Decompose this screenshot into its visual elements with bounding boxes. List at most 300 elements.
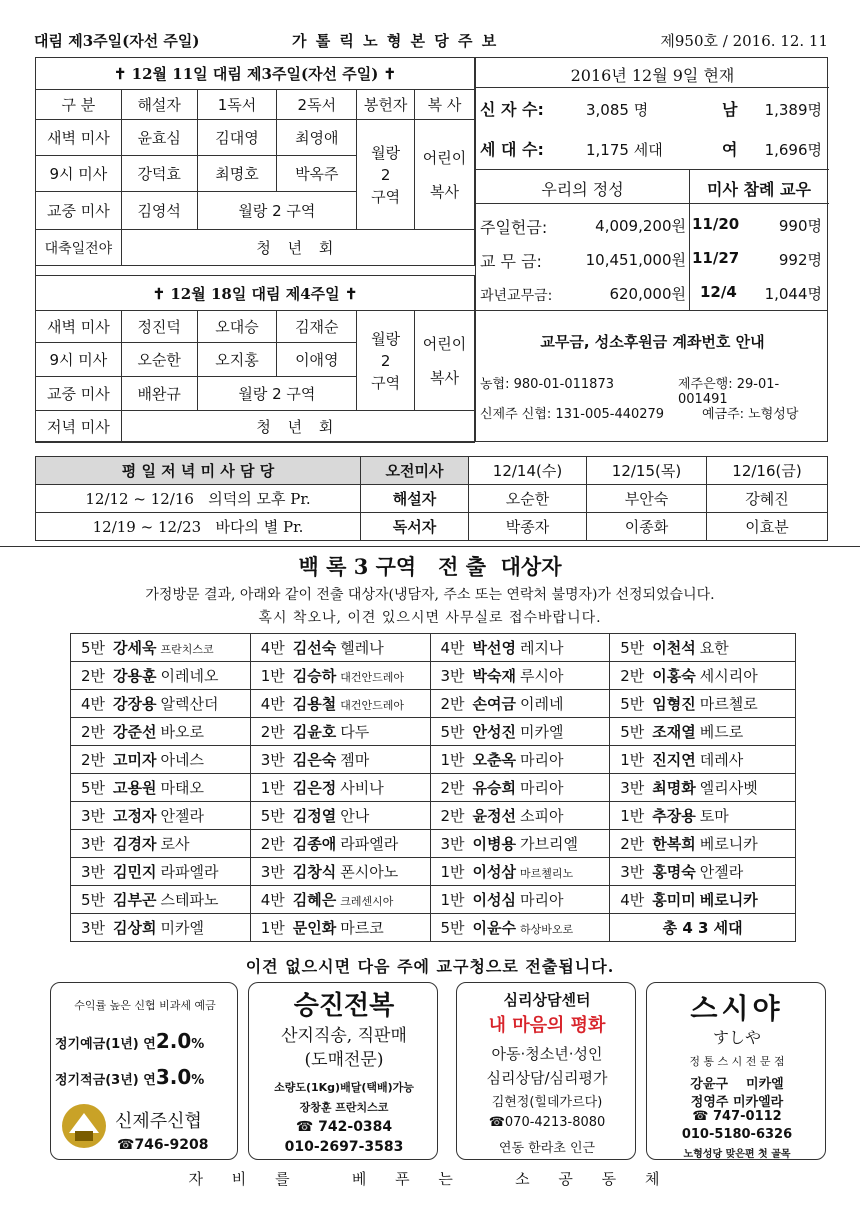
w1-offering: 월랑 2 구역 [357,120,415,230]
weekday-group: 의덕의 모후 Pr. [208,490,311,508]
ad1-label1: 정기예금(1년) 연 [55,1037,156,1052]
baptismal-name: 베로니카 [699,835,758,853]
list-item [250,690,430,718]
member-name: 김상희 [113,919,157,937]
baptismal-name: 마리아 [520,779,564,797]
block-number: 3반 [620,779,645,797]
block-number: 1반 [260,919,285,937]
block-number: 2반 [440,695,465,713]
w2-row-label: 교중 미사 [36,377,122,411]
baptismal-name: 토마 [699,807,729,825]
stats-panel [475,57,828,310]
col-reading1: 1독서 [197,90,277,120]
w2-offering: 월랑 2 구역 [357,311,415,411]
w2-cell: 오대승 [197,311,277,343]
weekday-row [36,485,361,513]
bulletin-header [30,30,830,52]
table-row [71,830,796,858]
ad1-rate1: 2.0 [155,1029,192,1053]
section-divider [0,546,860,547]
offering-value: 10,451,000원 [585,251,686,269]
baptismal-name: 헬레나 [340,639,384,657]
weekday-mass-table [35,456,828,541]
member-name: 강세욱 [113,639,157,657]
list-item [610,774,796,802]
block-number: 2반 [440,807,465,825]
baptismal-name: 대건안드레아 [340,671,405,684]
member-name: 이홍숙 [652,667,696,685]
baptismal-name: 베드로 [699,723,744,741]
baptismal-name: 사비나 [340,779,384,797]
member-name: 고정자 [113,807,157,825]
morning-name: 부안숙 [587,485,707,513]
male-label: 남 [722,100,738,119]
member-name: 진지연 [652,751,696,769]
ad4-line: 정영주 미카엘라 [690,1095,784,1110]
member-name: 김민지 [113,863,157,881]
baptismal-name: 소피아 [520,807,564,825]
baptismal-name: 아네스 [160,751,205,769]
w1-cell: 김영석 [121,192,197,230]
member-name: 박선영 [472,639,517,657]
block-number: 5반 [440,919,465,937]
female-label: 여 [722,140,738,159]
ad1-rate-line [55,1029,204,1053]
block-number: 1반 [260,779,285,797]
transfer-footer: 이견 없으시면 다음 주에 교구청으로 전출됩니다. [245,957,615,976]
member-name: 박숙재 [472,667,517,685]
week1-title: ✝ 12월 11일 대림 제3주일(자선 주일) ✝ [36,58,475,90]
block-number: 1반 [440,891,465,909]
ad2-line: (도매전문) [304,1050,384,1070]
member-name: 손여금 [472,695,517,713]
block-number: 4반 [260,695,285,713]
member-name: 강장용 [113,695,157,713]
list-item [250,718,430,746]
baptismal-name: 가브리엘 [520,835,578,853]
member-name: 문인화 [292,919,337,937]
block-number: 3반 [81,919,106,937]
baptismal-name: 이레네오 [160,667,219,685]
header-right: 제950호 / 2016. 12. 11 [660,32,828,50]
w1-cell: 청 년 회 [121,230,474,266]
ad3-line: 김현정(힐데가르다) [491,1095,603,1110]
ad1-pct2: % [191,1073,205,1088]
table-row [71,802,796,830]
member-name: 고미자 [113,751,157,769]
transfer-notice: 가정방문 결과, 아래와 같이 전출 대상자(냉담자, 주소 또는 연락처 불명자)가 선정되었습니다. [145,587,715,603]
member-name: 김승하 [292,667,337,685]
ad-credit-union [50,982,238,1160]
w2-cell: 오지홍 [197,343,277,377]
w1-cell: 최명호 [197,156,277,192]
block-number: 3반 [620,863,645,881]
block-number: 5반 [81,639,106,657]
table-row [71,718,796,746]
list-item [430,802,610,830]
block-number: 1반 [260,667,285,685]
w1-altar: 어린이 복사 [415,120,475,230]
list-item [610,886,796,914]
baptismal-name: 안나 [340,807,370,825]
block-number: 1반 [440,751,465,769]
col-category: 구 분 [36,90,122,120]
ad1-name: 신제주신협 [115,1111,202,1132]
list-item [250,662,430,690]
ad4-line: 정 통 스 시 전 문 점 [689,1055,785,1068]
ad3-line: 심리상담/심리평가 [486,1069,608,1087]
block-number: 5반 [260,807,285,825]
weekday-row [36,513,361,541]
stats-date: 2016년 12월 9일 현재 [570,66,735,85]
morning-title: 오전미사 [361,457,469,485]
member-name: 김용철 [292,695,337,713]
transfer-total: 총 4 3 세대 [610,914,796,942]
week2-title: ✝ 12월 18일 대림 제4주일 ✝ [36,276,475,311]
member-name: 강준선 [113,723,157,741]
weekday-group: 바다의 별 Pr. [215,518,304,536]
transfer-title: 백 록 3 구역 전 출 대상자 [298,554,562,579]
col-reading2: 2독서 [277,90,357,120]
baptismal-name: 미카엘 [520,723,564,741]
block-number: 2반 [260,835,285,853]
w2-row-label: 새벽 미사 [36,311,122,343]
member-name: 홍명숙 [652,863,696,881]
list-item [430,662,610,690]
block-number: 4반 [81,695,106,713]
weekday-dates: 12/12 ~ 12/16 [85,490,194,508]
member-name: 김혜은 [292,891,337,909]
attend-count: 990명 [778,217,822,235]
table-row [71,690,796,718]
list-item [430,774,610,802]
block-number: 1반 [620,807,645,825]
list-item [71,634,251,662]
ad1-pct1: % [191,1037,205,1052]
baptismal-name: 마리아 [520,751,564,769]
list-item [430,830,610,858]
ad2-line: 소량도(1Kg)배달(택배)가능 [274,1081,414,1094]
block-number: 3반 [260,863,285,881]
table-row [71,662,796,690]
block-number: 3반 [81,863,106,881]
block-number: 2반 [81,751,106,769]
ad3-line: 아동·청소년·성인 [491,1045,603,1063]
attend-count: 1,044명 [764,285,822,303]
baptismal-name: 젬마 [340,751,370,769]
account-line: 신제주 신협: 131-005-440279 [480,407,665,422]
morning-role: 독서자 [361,513,469,541]
block-number: 3반 [81,835,106,853]
account-panel [475,310,828,442]
w2-cell: 월랑 2 구역 [197,377,357,411]
ad2-phone: 010-2697-3583 [284,1139,404,1155]
block-number: 2반 [81,667,106,685]
list-item [71,690,251,718]
morning-role: 해설자 [361,485,469,513]
member-name: 윤정선 [472,807,517,825]
list-item [610,662,796,690]
baptismal-name: 안젤라 [699,863,744,881]
baptismal-name: 하상바오로 [520,923,574,936]
list-item [430,886,610,914]
block-number: 2반 [620,835,645,853]
block-number: 4반 [260,639,285,657]
table-row [71,746,796,774]
list-item [71,718,251,746]
list-item [250,634,430,662]
ad1-phone: ☎746-9208 [117,1137,209,1153]
ad3-phone: ☎070-4213-8080 [488,1115,606,1130]
members-label: 신 자 수: [480,100,544,119]
list-item [71,914,251,942]
attend-count: 992명 [778,251,822,269]
member-name: 김선숙 [292,639,337,657]
list-item [71,858,251,886]
ad2-title: 승진전복 [293,991,395,1021]
w2-row-label: 9시 미사 [36,343,122,377]
account-line: 제주은행: 29-01-001491 [678,377,780,407]
list-item [71,662,251,690]
table-row [71,914,796,942]
ad2-line: 장창훈 프란치스코 [299,1101,389,1114]
baptismal-name: 프란치스코 [160,643,214,656]
member-name: 조재열 [652,723,696,741]
block-number: 4반 [620,891,645,909]
attend-title: 미사 참례 교우 [707,180,811,199]
w1-row-label: 9시 미사 [36,156,122,192]
block-number: 2반 [81,723,106,741]
baptismal-name: 엘리사벳 [699,779,758,797]
baptismal-name: 스테파노 [160,891,219,909]
ad4-line: 노형성당 맞은편 첫 골목 [683,1149,791,1160]
ad2-line: 산지직송, 직판매 [281,1026,407,1046]
baptismal-name: 미카엘 [160,919,205,937]
member-name: 김윤호 [292,723,337,741]
member-name: 강용훈 [113,667,157,685]
ad4-sub: すしや [712,1028,761,1047]
baptismal-name: 마르첼리노 [520,867,574,880]
transfer-notice: 혹시 착오나, 이견 있으시면 사무실로 접수바랍니다. [258,610,602,626]
table-row [71,886,796,914]
list-item [250,830,430,858]
attend-date: 11/20 [692,215,740,233]
attend-date: 12/4 [700,283,737,301]
list-item [610,830,796,858]
block-number: 5반 [81,891,106,909]
list-item [610,690,796,718]
header-left: 대림 제3주일(자선 주일) [34,32,200,50]
member-name: 이성삼 [472,863,517,881]
block-number: 1반 [440,863,465,881]
member-name: 이병용 [472,835,517,853]
member-name: 김은숙 [292,751,337,769]
block-number: 2반 [440,779,465,797]
schedule-week1 [35,57,475,266]
baptismal-name: 라파엘라 [160,863,219,881]
member-name: 유승희 [472,779,517,797]
list-item [71,830,251,858]
block-number: 4반 [260,891,285,909]
baptismal-name: 라파엘라 [340,835,399,853]
baptismal-name: 안젤라 [160,807,205,825]
credit-union-logo-icon [59,1101,109,1151]
list-item [71,774,251,802]
table-row [71,774,796,802]
morning-date: 12/15(목) [587,457,707,485]
ad4-phone: ☎ 747-0112 [692,1109,782,1124]
morning-name: 강혜진 [707,485,828,513]
ad-sushi [646,982,826,1160]
block-number: 3반 [260,751,285,769]
block-number: 5반 [440,723,465,741]
w1-cell: 강덕효 [121,156,197,192]
w1-cell: 박옥주 [277,156,357,192]
block-number: 4반 [440,639,465,657]
baptismal-name: 요한 [699,639,729,657]
member-name: 김창식 [292,863,337,881]
w2-cell: 이애영 [277,343,357,377]
baptismal-name: 바오로 [160,723,205,741]
list-item [71,746,251,774]
offering-label: 주일헌금: [480,218,548,237]
ad4-line: 강윤구 미카엘 [690,1077,784,1092]
list-item [610,858,796,886]
transfer-list [70,633,796,942]
block-number: 5반 [620,639,645,657]
male-value: 1,389명 [764,101,822,119]
w2-cell: 정진덕 [121,311,197,343]
ad1-label2: 정기적금(3년) 연 [55,1073,156,1088]
block-number: 2반 [620,667,645,685]
account-line: 농협: 980-01-011873 [480,377,614,392]
female-value: 1,696명 [764,141,822,159]
member-name: 김부곤 [113,891,157,909]
list-item [250,746,430,774]
header-center: 가 톨 릭 노 형 본 당 주 보 [292,32,499,50]
offering-label: 과년교무금: [480,288,553,304]
morning-name: 이종화 [587,513,707,541]
table-row [71,634,796,662]
col-altar: 복 사 [415,90,475,120]
list-item [610,746,796,774]
morning-name: 이효분 [707,513,828,541]
w2-cell: 청 년 회 [121,411,474,443]
list-item [430,746,610,774]
w1-cell: 김대영 [197,120,277,156]
member-name: 임형진 [652,695,696,713]
list-item [430,718,610,746]
w1-row-label: 대축일전야 [36,230,122,266]
ad-abalone [248,982,438,1160]
block-number: 5반 [620,723,645,741]
baptismal-name: 마태오 [160,779,205,797]
ad1-rate2: 3.0 [155,1065,192,1089]
list-item [610,634,796,662]
w1-row-label: 새벽 미사 [36,120,122,156]
baptismal-name: 다두 [340,723,370,741]
member-name: 안성진 [472,723,517,741]
baptismal-name: 세시리아 [699,667,758,685]
households-label: 세 대 수: [480,140,544,159]
morning-name: 박종자 [469,513,587,541]
w2-cell: 오순한 [121,343,197,377]
list-item [430,690,610,718]
ad1-rate-line [55,1065,204,1089]
list-item [430,858,610,886]
member-name: 이천석 [652,639,696,657]
member-name: 오춘옥 [472,751,517,769]
w1-cell: 월랑 2 구역 [197,192,357,230]
block-number: 5반 [81,779,106,797]
list-item [250,802,430,830]
list-item [610,802,796,830]
offering-label: 교 무 금: [480,252,542,271]
baptismal-name: 베로니카 [699,891,758,909]
list-item [610,718,796,746]
ad-counseling [456,982,636,1160]
w2-row-label: 저녁 미사 [36,411,122,443]
morning-date: 12/16(금) [707,457,828,485]
offering-title: 우리의 정성 [541,180,624,199]
list-item [250,774,430,802]
baptismal-name: 대건안드레아 [340,699,405,712]
member-name: 김정열 [292,807,337,825]
baptismal-name: 데레사 [699,751,744,769]
list-item [71,802,251,830]
offering-value: 4,009,200원 [595,217,686,235]
member-name: 이성심 [472,891,517,909]
member-name: 김경자 [113,835,157,853]
member-name: 한복희 [652,835,696,853]
ad2-phone: ☎ 742-0384 [295,1119,393,1135]
offering-value: 620,000원 [609,285,686,303]
table-row [71,858,796,886]
block-number: 5반 [620,695,645,713]
member-name: 김은정 [292,779,337,797]
baptismal-name: 레지나 [520,639,564,657]
baptismal-name: 마리아 [520,891,564,909]
ad3-title: 심리상담센터 [503,991,591,1009]
attend-date: 11/27 [692,249,740,267]
list-item [430,634,610,662]
ad4-phone: 010-5180-6326 [681,1127,793,1142]
baptismal-name: 마르첼로 [699,695,758,713]
member-name: 고용원 [113,779,157,797]
baptismal-name: 로사 [160,835,190,853]
block-number: 2반 [260,723,285,741]
w1-cell: 최영애 [277,120,357,156]
block-number: 3반 [440,835,465,853]
w2-altar: 어린이 복사 [415,311,475,411]
col-commentator: 해설자 [121,90,197,120]
col-offering: 봉헌자 [357,90,415,120]
member-name: 홍미미 [652,891,696,909]
baptismal-name: 루시아 [520,667,564,685]
list-item [250,886,430,914]
ad1-top: 수익률 높은 신협 비과세 예금 [74,999,216,1012]
list-item [430,914,610,942]
baptismal-name: 폰시아노 [340,863,399,881]
ad3-line: 연동 한라초 인근 [498,1141,596,1156]
weekday-title: 평 일 저 녁 미 사 담 당 [36,457,361,485]
w2-cell: 배완규 [121,377,197,411]
member-name: 최명화 [652,779,696,797]
baptismal-name: 마르코 [340,919,384,937]
w2-cell: 김재순 [277,311,357,343]
list-item [71,886,251,914]
member-name: 이윤수 [472,919,517,937]
